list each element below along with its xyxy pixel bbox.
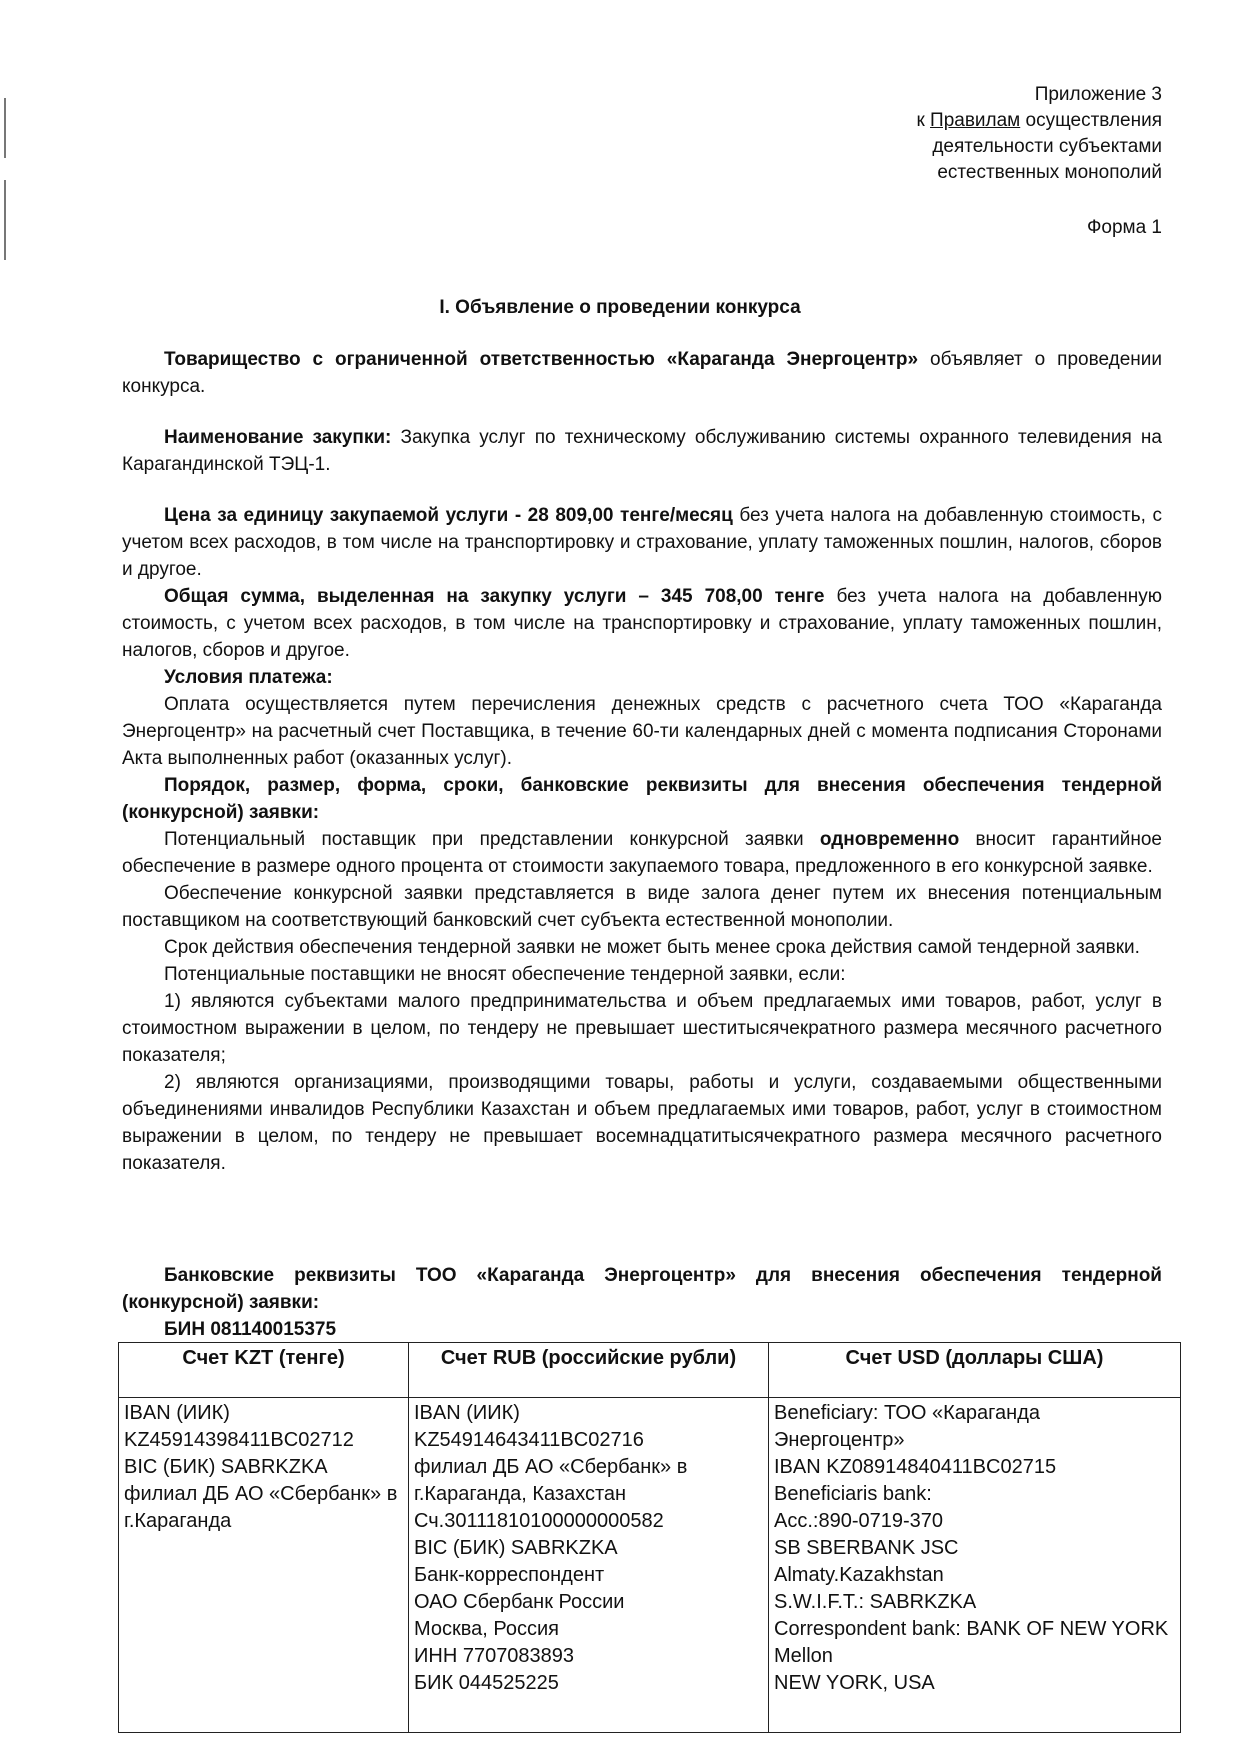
scan-edge-mark bbox=[4, 180, 6, 260]
appendix-line: деятельности субъектами bbox=[932, 136, 1162, 157]
bin-number: БИН 081140015375 bbox=[164, 1319, 337, 1340]
rub-account-cell: IBAN (ИИК) KZ54914643411BC02716 филиал ДБ АО «Сбербанк» в г.Караганда, Казахстан Сч.30111810100000000582 BIC (БИК) SABRKZKA Банк-корреспондент ОАО Сбербанк России Москва, Россия ИНН 7707083893 БИК 044525225 bbox=[409, 1398, 769, 1733]
security-paragraph: Обеспечение конкурсной заявки представляется в виде залога денег путем их внесения потенциальным поставщиком на соответствующий банковский счет субъекта естественной монополии. bbox=[122, 883, 1162, 931]
scan-edge-mark bbox=[4, 98, 6, 158]
column-header-rub: Счет RUB (российские рубли) bbox=[409, 1343, 769, 1398]
exemption-item: 1) являются субъектами малого предпринимательства и объем предлагаемых ими товаров, работ, услуг в стоимостном выражении в целом, по тендеру не превышает шеститысячекратного размера месячного расчетного показателя; bbox=[122, 991, 1162, 1066]
procurement-name-paragraph: Наименование закупки: Закупка услуг по техническому обслуживанию системы охранного телевидения на Карагандинской ТЭЦ-1. bbox=[122, 427, 1162, 475]
bank-details-heading: Банковские реквизиты ТОО «Караганда Энергоцентр» для внесения обеспечения тендерной (конкурсной) заявки: БИН 081140015375 bbox=[122, 1262, 1162, 1343]
unit-price-label: Цена за единицу закупаемой услуги - 28 809,00 тенге/месяц bbox=[164, 505, 733, 526]
security-paragraph: Потенциальный поставщик при представлении конкурсной заявки одновременно вносит гарантийное обеспечение в размере одного процента от стоимости закупаемого товара, предложенного в его конкурсной заявке. bbox=[122, 829, 1162, 877]
appendix-line: к Правилам осуществления bbox=[916, 110, 1162, 131]
security-paragraph: Срок действия обеспечения тендерной заявки не может быть менее срока действия самой тендерной заявки. bbox=[164, 937, 1140, 958]
appendix-reference bbox=[916, 82, 1162, 186]
procurement-label: Наименование закупки: bbox=[164, 427, 392, 448]
form-number: Форма 1 bbox=[1086, 217, 1162, 238]
table-header-row bbox=[119, 1343, 1181, 1398]
total-sum-label: Общая сумма, выделенная на закупку услуги – 345 708,00 тенге bbox=[164, 586, 825, 607]
column-header-kzt: Счет KZT (тенге) bbox=[119, 1343, 409, 1398]
rules-link[interactable]: Правилам bbox=[930, 110, 1021, 131]
appendix-line: естественных монополий bbox=[937, 162, 1162, 183]
bank-accounts-table bbox=[118, 1342, 1181, 1733]
appendix-line: Приложение 3 bbox=[1034, 84, 1162, 105]
unit-price-paragraph: Цена за единицу закупаемой услуги - 28 809,00 тенге/месяц без учета налога на добавленную стоимость, с учетом всех расходов, в том числе на транспортировку и страхование, уплату таможенных пошлин, налогов, сборов и другое. bbox=[122, 505, 1162, 580]
organizer-name: Товарищество с ограниченной ответственностью «Караганда Энергоцентр» bbox=[164, 349, 919, 370]
payment-terms-label: Условия платежа: bbox=[164, 667, 333, 688]
column-header-usd: Счет USD (доллары США) bbox=[769, 1343, 1181, 1398]
announcement-body bbox=[122, 346, 1162, 1177]
kzt-account-cell: IBAN (ИИК) KZ45914398411BC02712 BIC (БИК) SABRKZKA филиал ДБ АО «Сбербанк» в г.Караганда bbox=[119, 1398, 409, 1733]
exemption-item: 2) являются организациями, производящими товары, работы и услуги, создаваемыми общественными объединениями инвалидов Республики Казахстан и объем предлагаемых ими товаров, работ, услуг в стоимостном выражении в целом, по тендеру не превышает восемнадцатитысячекратного размера месячного расчетного показателя. bbox=[122, 1072, 1162, 1174]
total-sum-paragraph: Общая сумма, выделенная на закупку услуги – 345 708,00 тенге без учета налога на добавленную стоимость, с учетом всех расходов, в том числе на транспортировку и страхование, уплату таможенных пошлин, налогов, сборов и другое. bbox=[122, 586, 1162, 661]
section-title: I. Объявление о проведении конкурса bbox=[439, 297, 801, 318]
intro-paragraph: Товарищество с ограниченной ответственностью «Караганда Энергоцентр» объявляет о проведении конкурса. bbox=[122, 349, 1162, 397]
payment-terms-text: Оплата осуществляется путем перечисления денежных средств с расчетного счета ТОО «Караганда Энергоцентр» на расчетный счет Поставщика, в течение 60-ти календарных дней с момента подписания Сторонами Акта выполненных работ (оказанных услуг). bbox=[122, 694, 1162, 769]
security-heading: Порядок, размер, форма, сроки, банковские реквизиты для внесения обеспечения тендерной (конкурсной) заявки: bbox=[122, 775, 1162, 823]
usd-account-cell: Beneficiary: ТОО «Караганда Энергоцентр» IBAN KZ08914840411BC02715 Beneficiaris bank: Acc.:890-0719-370 SB SBERBANK JSC Almaty.Kazakhstan S.W.I.F.T.: SABRKZKA Correspondent bank: BANK OF NEW YORK Mellon NEW YORK, USA bbox=[769, 1398, 1181, 1733]
table-row bbox=[119, 1398, 1181, 1733]
security-paragraph: Потенциальные поставщики не вносят обеспечение тендерной заявки, если: bbox=[164, 964, 846, 985]
